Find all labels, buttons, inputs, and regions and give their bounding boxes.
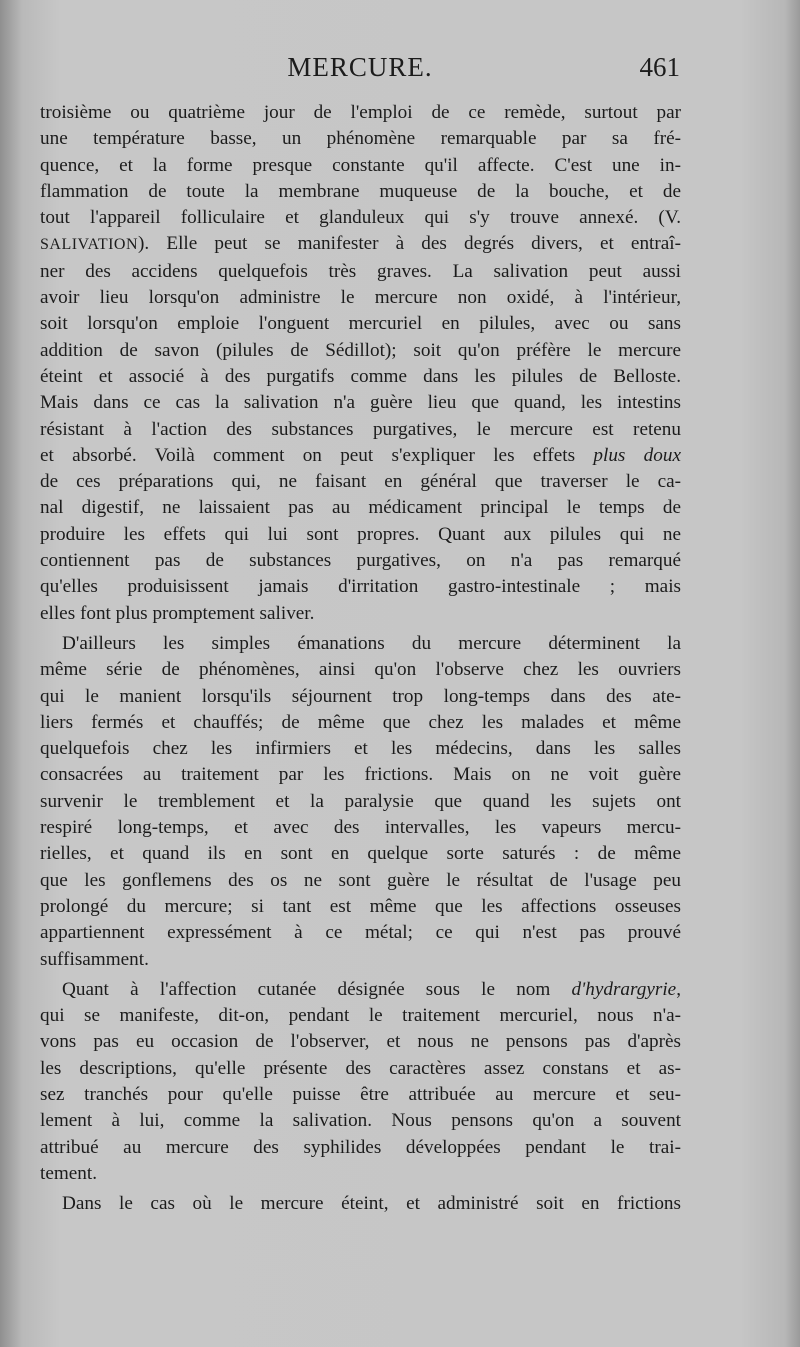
text-line: survenir le tremblement et la paralysie que quand les sujets ont (40, 790, 681, 812)
text-line: soit lorsqu'on emploie l'onguent mercuriel en pilules, avec ou sans (40, 313, 681, 335)
text-line: résistant à l'action des substances purgatives, le mercure est retenu (40, 418, 681, 440)
text-line: quence, et la forme presque constante qu'il affecte. C'est une in- (40, 154, 681, 176)
text-line: Mais dans ce cas la salivation n'a guère lieu que quand, les intestins (40, 392, 681, 414)
text-line: une température basse, un phénomène remarquable par sa fré- (40, 128, 681, 150)
text-line: suffisamment. (40, 948, 149, 970)
text-line: addition de savon (pilules de Sédillot); soit qu'on préfère le mercure (40, 339, 681, 361)
text-line: et absorbé. Voilà comment on peut s'expliquer les effets plus doux (40, 444, 681, 466)
text-line: vons pas eu occasion de l'observer, et nous ne pensons pas d'après (40, 1031, 681, 1053)
page-number: 461 (639, 52, 680, 82)
text-line: SALIVATION). Elle peut se manifester à des degrés divers, et entraî- (40, 233, 681, 255)
text-line: même série de phénomènes, ainsi qu'on l'observe chez les ouvriers (40, 659, 681, 681)
text-line: Dans le cas où le mercure éteint, et administré soit en frictions (62, 1193, 681, 1215)
text-line: troisième ou quatrième jour de l'emploi de ce remède, surtout par (40, 102, 681, 123)
text-line: lement à lui, comme la salivation. Nous pensons qu'on a souvent (40, 1110, 681, 1132)
text-line: de ces préparations qui, ne faisant en général que traverser le ca- (40, 471, 681, 493)
text-line: qui se manifeste, dit-on, pendant le traitement mercuriel, nous n'a- (40, 1005, 681, 1027)
text-line: éteint et associé à des purgatifs comme dans les pilules de Belloste. (40, 365, 681, 387)
text-line: appartiennent expressément à ce métal; ce qui n'est pas prouvé (40, 922, 681, 944)
text-line: avoir lieu lorsqu'on administre le mercure non oxidé, à l'intérieur, (40, 287, 681, 309)
text-line: rielles, et quand ils en sont en quelque sorte saturés : de même (40, 843, 681, 865)
text-line: Quant à l'affection cutanée désignée sous le nom d'hydrargyrie, (62, 978, 681, 1000)
body-text (40, 100, 681, 1217)
text-line: consacrées au traitement par les frictions. Mais on ne voit guère (40, 764, 681, 786)
text-line: qui le manient lorsqu'ils séjournent trop long-temps dans des ate- (40, 685, 681, 707)
text-line: flammation de toute la membrane muqueuse de la bouche, et de (40, 180, 681, 202)
text-line: les descriptions, qu'elle présente des caractères assez constans et as- (40, 1057, 681, 1079)
text-line: produire les effets qui lui sont propres. Quant aux pilules qui ne (40, 523, 681, 545)
text-line: elles font plus promptement saliver. (40, 602, 315, 624)
text-line: nal digestif, ne laissaient pas au médicament principal le temps de (40, 497, 681, 519)
text-line: liers fermés et chauffés; de même que chez les malades et même (40, 711, 681, 733)
text-line: D'ailleurs les simples émanations du mercure déterminent la (62, 632, 681, 654)
text-line: sez tranchés pour qu'elle puisse être attribuée au mercure et seu- (40, 1083, 681, 1105)
text-line: quelquefois chez les infirmiers et les médecins, dans les salles (40, 738, 681, 760)
text-line: prolongé du mercure; si tant est même que les affections osseuses (40, 895, 681, 917)
text-line: tout l'appareil folliculaire et glanduleux qui s'y trouve annexé. (V. (40, 207, 681, 229)
text-line: contiennent pas de substances purgatives, on n'a pas remarqué (40, 550, 681, 572)
running-title: MERCURE. (287, 52, 433, 82)
text-line: respiré long-temps, et avec des intervalles, les vapeurs mercu- (40, 817, 681, 839)
text-line: ner des accidens quelquefois très graves. La salivation peut aussi (40, 260, 681, 282)
page-header (40, 52, 680, 92)
text-line: qu'elles produisissent jamais d'irritation gastro-intestinale ; mais (40, 576, 681, 598)
text-line: tement. (40, 1162, 98, 1184)
text-line: que les gonflemens des os ne sont guère le résultat de l'usage peu (40, 869, 681, 891)
text-line: attribué au mercure des syphilides développées pendant le trai- (40, 1136, 681, 1158)
